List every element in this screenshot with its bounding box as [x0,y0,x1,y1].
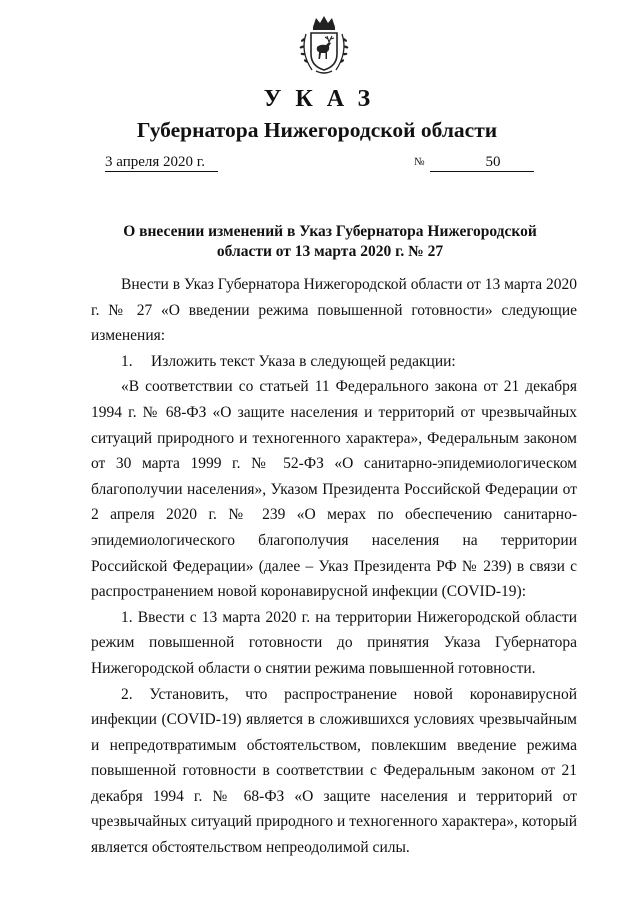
list-item-1-text: Изложить текст Указа в следующей редакции: [151,352,456,370]
document-heading [100,222,560,262]
list-item-1 [91,349,577,375]
document-title: УКАЗ [263,86,385,112]
decree-date: 3 апреля 2020 г. [105,153,218,172]
paragraph-preamble: «В соответствии со статьей 11 Федерального закона от 21 декабря 1994 г. № 68-ФЗ «О защите населения и территорий от чрезвычайных ситуаций природного и техногенного характера», Федеральным законом от 30 марта 1999 г. № 52-ФЗ «О санитарно-эпидемиологическом благополучии населения», Указом Президента Российской Федерации от 2 апреля 2020 г. № 239 «О мерах по обеспечению санитарно-эпидемиологического благополучия населения на территории Российской Федерации» (далее – Указ Президента РФ № 239) в связи с распространением новой коронавирусной инфекции (COVID-19): [91,378,577,601]
heading-line-1: О внесении изменений в Указ Губернатора Нижегородской [123,223,537,240]
decree-number: 50 [430,153,534,172]
document-body [91,272,577,861]
paragraph-clause-2: 2. Установить, что распространение новой коронавирусной инфекции (COVID-19) является в сложившихся условиях чрезвычайным и непредотвратимым обстоятельством, повлекшим введение режима повышенной готовности в соответствии с Федеральным законом от 21 декабря 1994 г. № 68-ФЗ «О защите населения и территорий от чрезвычайных ситуаций природного и техногенного характера», который является обстоятельством непреодолимой силы. [91,685,577,857]
document-subtitle: Губернатора Нижегородской области [136,118,498,142]
heading-line-2: области от 13 марта 2020 г. № 27 [216,243,444,260]
number-label: № [414,156,425,168]
list-item-1-number: 1. [121,352,133,370]
coat-of-arms-icon [296,14,352,78]
paragraph-clause-1: 1. Ввести с 13 марта 2020 г. на территории Нижегородской области режим повышенной готовности до принятия Указа Губернатора Нижегородской области о снятии режима повышенной готовности. [91,608,577,677]
paragraph-intro: Внести в Указ Губернатора Нижегородской области от 13 марта 2020 г. № 27 «О введении режима повышенной готовности» следующие изменения: [91,276,577,345]
